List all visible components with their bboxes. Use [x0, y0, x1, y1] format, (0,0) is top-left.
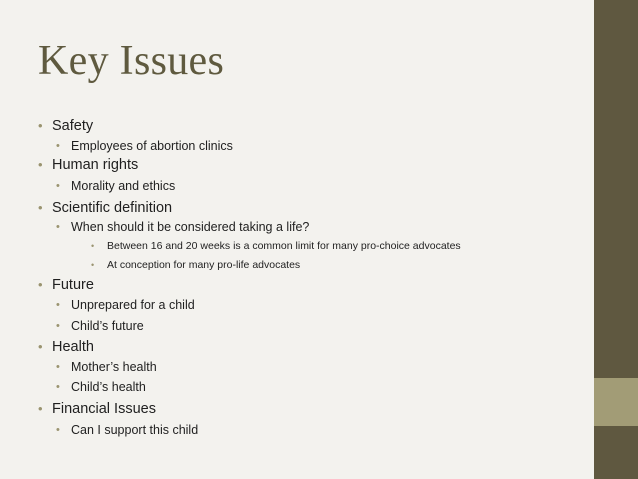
- sub-bullet-item: [56, 379, 146, 395]
- bullet-text: At conception for many pro-life advocates: [107, 259, 301, 271]
- sub-bullet-item: [56, 318, 144, 334]
- bullet-icon: •: [56, 140, 60, 152]
- bullet-text: Unprepared for a child: [71, 298, 195, 312]
- bullet-text: When should it be considered taking a life?: [71, 220, 310, 234]
- bullet-item: [38, 156, 138, 174]
- bullet-text: Morality and ethics: [71, 179, 176, 193]
- bullet-text: Human rights: [52, 157, 139, 173]
- bullet-icon: •: [38, 157, 43, 172]
- bullet-icon: •: [56, 320, 60, 332]
- bullet-text: Financial Issues: [52, 401, 156, 417]
- sub-bullet-item: [56, 422, 198, 438]
- bullet-text: Can I support this child: [71, 423, 199, 437]
- bullet-icon: •: [56, 424, 60, 436]
- bullet-text: Mother’s health: [71, 360, 157, 374]
- sub-bullet-item: [56, 359, 157, 375]
- bullet-item: [38, 117, 93, 135]
- sub-bullet-item: [56, 297, 195, 313]
- bullet-icon: •: [56, 221, 60, 233]
- bullet-text: Safety: [52, 118, 94, 134]
- sub-bullet-item: [56, 138, 233, 154]
- bullet-icon: •: [38, 200, 43, 215]
- bullet-icon: •: [91, 260, 95, 270]
- bullet-icon: •: [56, 180, 60, 192]
- bullet-icon: •: [56, 381, 60, 393]
- bullet-icon: •: [56, 299, 60, 311]
- sub-sub-bullet-item: [91, 239, 461, 253]
- bullet-icon: •: [38, 277, 43, 292]
- bullet-item: [38, 199, 172, 217]
- sub-bullet-item: [56, 178, 175, 194]
- bullet-text: Scientific definition: [52, 200, 173, 216]
- bullet-text: Between 16 and 20 weeks is a common limit for many pro-choice advocates: [107, 240, 461, 252]
- bullet-icon: •: [56, 361, 60, 373]
- bullet-text: Child’s future: [71, 319, 144, 333]
- bullet-item: [38, 276, 94, 294]
- sub-sub-bullet-item: [91, 258, 300, 272]
- bullet-icon: •: [38, 339, 43, 354]
- bullet-text: Health: [52, 339, 94, 355]
- bullet-text: Employees of abortion clinics: [71, 139, 233, 153]
- decorative-side-block: [594, 378, 638, 426]
- slide-title: Key Issues: [38, 38, 225, 84]
- bullet-icon: •: [38, 118, 43, 133]
- bullet-icon: •: [91, 241, 95, 251]
- bullet-text: Child’s health: [71, 380, 146, 394]
- bullet-icon: •: [38, 401, 43, 416]
- bullet-item: [38, 400, 156, 418]
- bullet-item: [38, 338, 94, 356]
- bullet-text: Future: [52, 277, 94, 293]
- sub-bullet-item: [56, 219, 309, 235]
